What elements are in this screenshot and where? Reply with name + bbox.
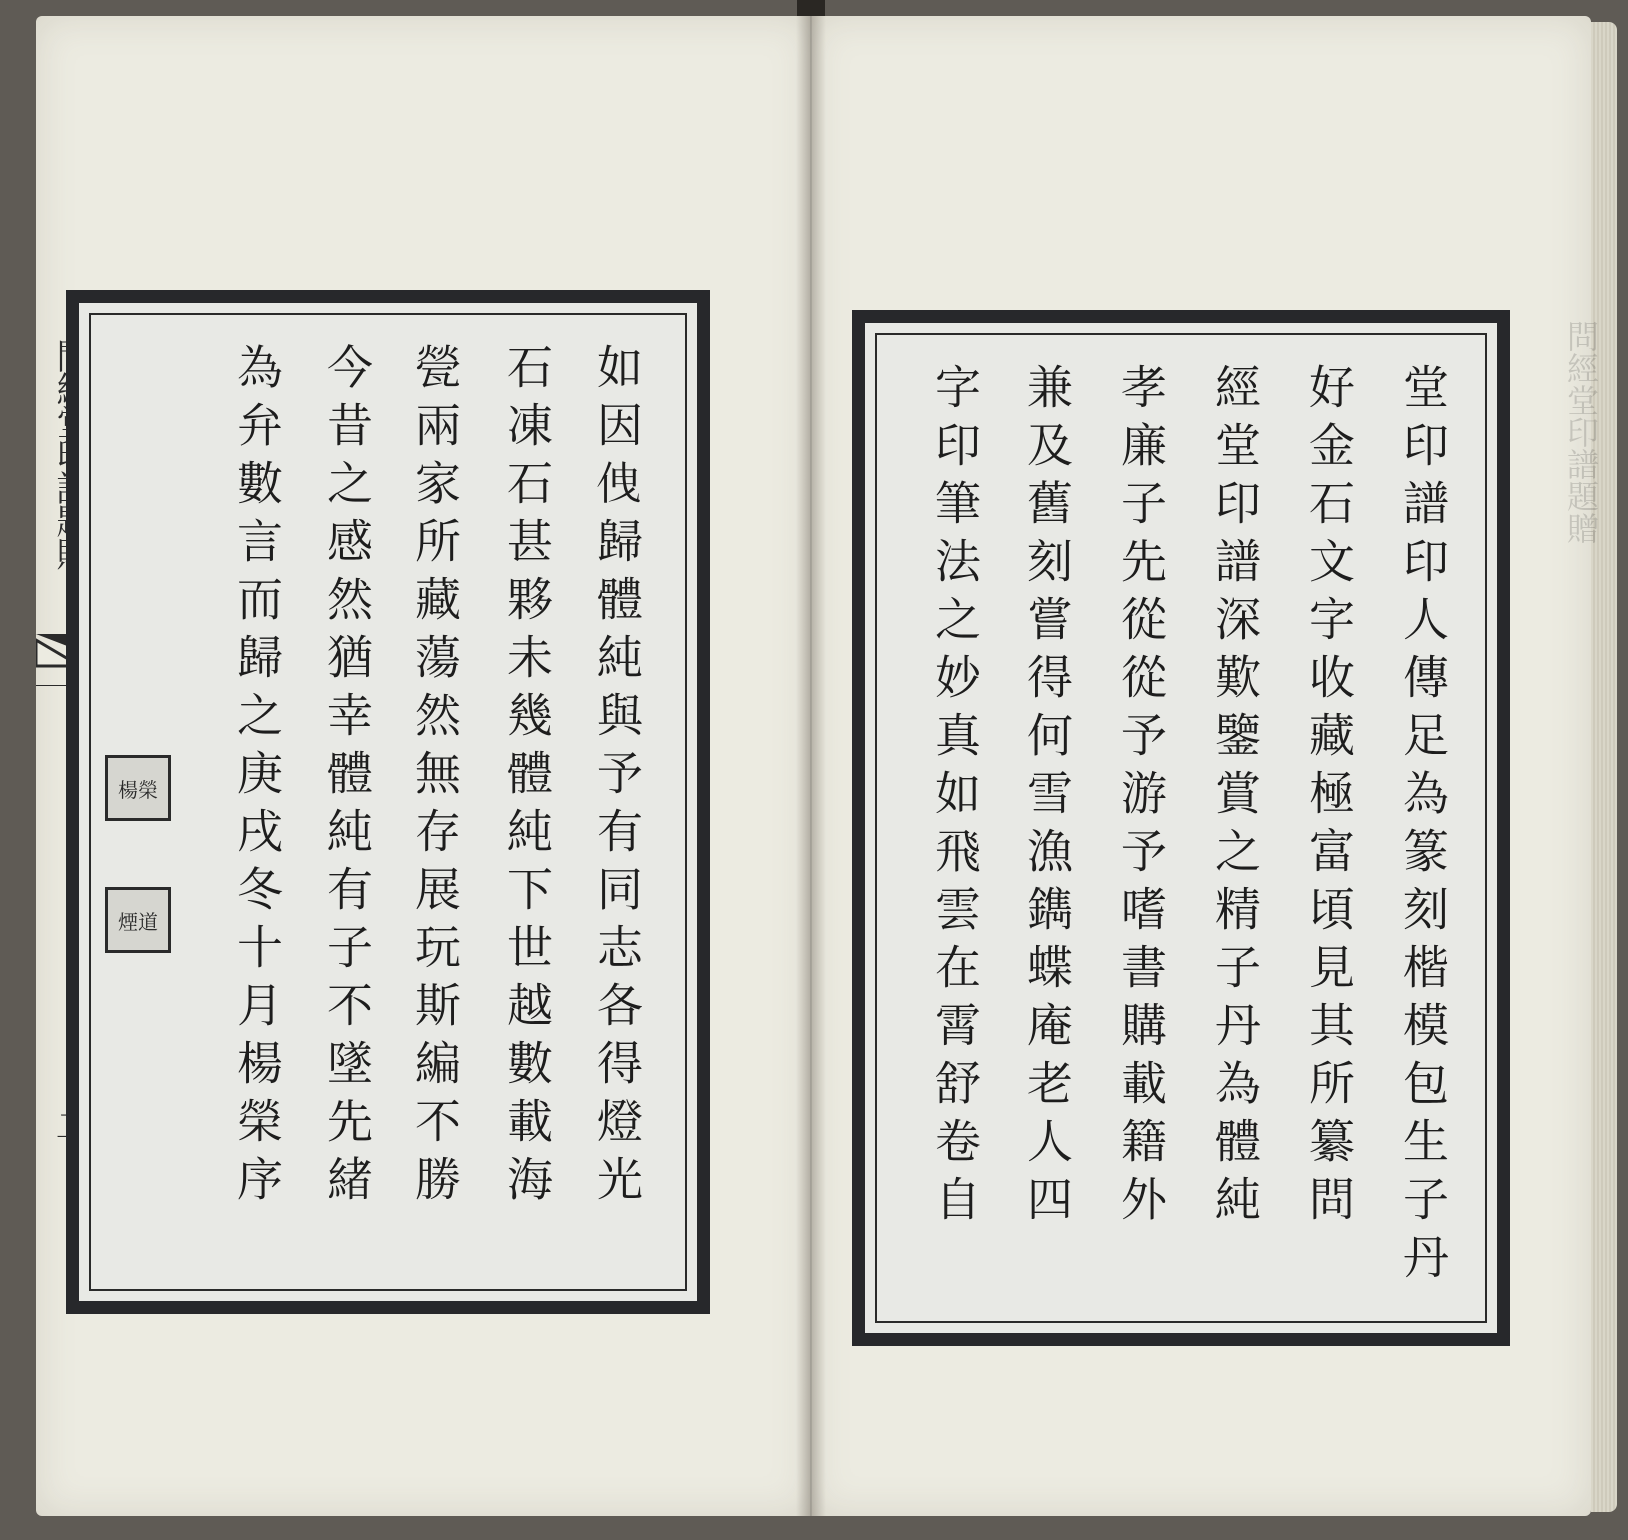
left-column-5: 為弁數言而歸之庚戌冬十月楊榮序 xyxy=(230,343,284,1213)
right-column-1: 堂印譜印人傳足為篆刻楷模包生子丹 xyxy=(1396,363,1450,1291)
seal-stamp-1 xyxy=(105,755,171,821)
ghost-title: 問經堂印譜題贈 xyxy=(1562,320,1600,544)
right-text-frame-final xyxy=(852,310,1510,1346)
gutter-shadow xyxy=(796,16,826,1516)
left-text-frame-final xyxy=(66,290,710,1314)
seal-2-text: 煙道 xyxy=(118,909,158,934)
seal-1-text: 楊榮 xyxy=(118,777,158,802)
left-column-1: 如因𠈐歸體純與予有同志各得燈光 xyxy=(590,343,644,1213)
left-column-4: 今昔之感然猶幸體純有子不墜先緒 xyxy=(320,343,374,1213)
seal-stamp-2 xyxy=(105,887,171,953)
right-column-6: 字印筆法之妙真如飛雲在霄舒卷自 xyxy=(928,363,982,1233)
margin-ghost-bleedthrough xyxy=(1558,320,1598,640)
right-column-2: 好金石文字收藏極富頃見其所纂問 xyxy=(1302,363,1356,1233)
right-column-5: 兼及舊刻嘗得何雪漁鐫蝶庵老人四 xyxy=(1020,363,1074,1233)
left-column-3: 甇兩家所藏蕩然無存展玩斯編不勝 xyxy=(408,343,462,1213)
right-column-4: 孝廉子先從從予游予嗜書購載籍外 xyxy=(1114,363,1168,1233)
right-column-3: 經堂印譜深歎鑒賞之精子丹為體純 xyxy=(1208,363,1262,1233)
left-column-2: 石凍石甚夥未幾體純下世越數載海 xyxy=(500,343,554,1213)
page-edges xyxy=(1591,22,1617,1512)
